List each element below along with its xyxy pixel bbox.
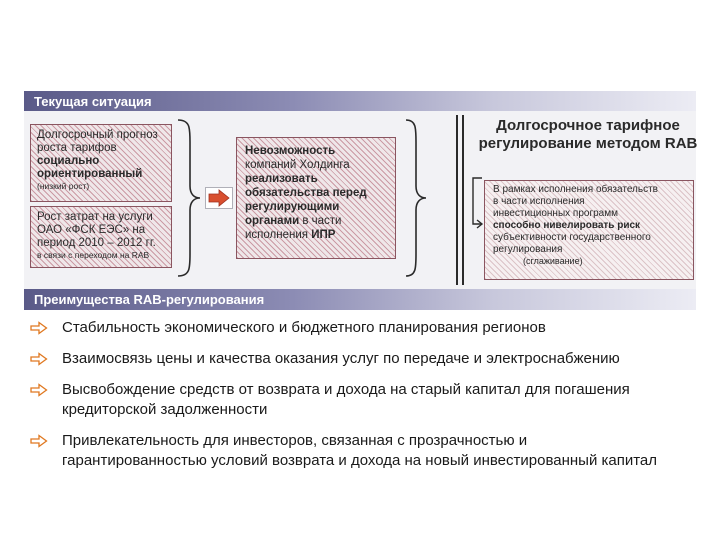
impossibility-line-2: компаний Холдинга [245,159,350,171]
hollow-right-arrow-icon [30,434,48,448]
impossibility-line-1: Невозможность [245,145,336,157]
list-item [30,318,700,338]
hollow-right-arrow-icon [30,352,48,366]
costs-line-1: Рост затрат на услуги [37,211,153,223]
impossibility-line-6a: органами [245,215,300,227]
impossibility-line-5: регулирующими [245,201,340,213]
costs-line-3: период 2010 – 2012 гг. [37,237,156,249]
advantages-list [30,318,700,482]
forecast-line-2: роста тарифов [37,142,117,154]
rab-title: Долгосрочное тарифное регулирование методом RAB [478,117,698,152]
advantages-title: Преимущества RAB-регулирования [34,292,265,307]
advantage-2-line-1: Взаимосвязь цены и качества оказания услуг по передаче и электроснабжению [62,350,620,367]
impossibility-line-7a: исполнения [245,229,312,241]
rab-line-5: субъективности государственного [493,232,651,243]
forecast-line-1: Долгосрочный прогноз [37,129,158,141]
impossibility-line-7b: ИПР [311,229,336,241]
connector-bracket-icon [470,176,484,230]
rab-line-3: инвестиционных программ [493,208,618,219]
cost-growth-box [30,206,172,268]
divider-line-1 [456,115,458,285]
hollow-right-arrow-icon [30,321,48,335]
impossibility-line-3: реализовать [245,173,318,185]
rab-description-box [484,180,694,280]
rab-line-1: В рамках исполнения обязательств [493,184,658,195]
flow-arrow-frame [205,187,233,209]
current-situation-title: Текущая ситуация [34,94,152,109]
rab-note: (сглаживание) [523,256,583,266]
costs-line-2: ОАО «ФСК ЕЭС» на [37,224,146,236]
impossibility-line-4: обязательства перед [245,187,367,199]
advantage-1-line-1: Стабильность экономического и бюджетного планирования регионов [62,319,546,336]
list-item [30,380,700,420]
rab-line-4: способно нивелировать риск [493,220,641,231]
forecast-line-3: социально [37,155,100,167]
advantage-3-line-1: Высвобождение средств от возврата и дохода на старый капитал для погашения [62,381,630,398]
current-situation-header [24,91,696,111]
advantage-3-line-2: кредиторской задолженности [62,401,268,418]
list-item [30,431,700,471]
impossibility-line-6b: в части [299,215,342,227]
list-item [30,349,700,369]
divider-line-2 [462,115,464,285]
impossibility-box [236,137,396,259]
left-brace-icon [176,118,202,278]
right-arrow-icon [206,188,232,208]
advantages-header [24,289,696,310]
forecast-note: (низкий рост) [37,181,90,191]
right-brace-icon [404,118,428,278]
advantage-4-line-2: гарантированностью условий возврата и дохода на новый инвестированный капитал [62,452,658,469]
rab-line-6: регулирования [493,244,563,255]
hollow-right-arrow-icon [30,383,48,397]
advantage-4-line-1: Привлекательность для инвесторов, связанная с прозрачностью и [62,432,528,449]
costs-note: в связи с переходом на RAB [37,250,150,260]
rab-line-2: в части исполнения [493,196,585,207]
tariff-forecast-box [30,124,172,202]
forecast-line-4: ориентированный [37,168,143,180]
